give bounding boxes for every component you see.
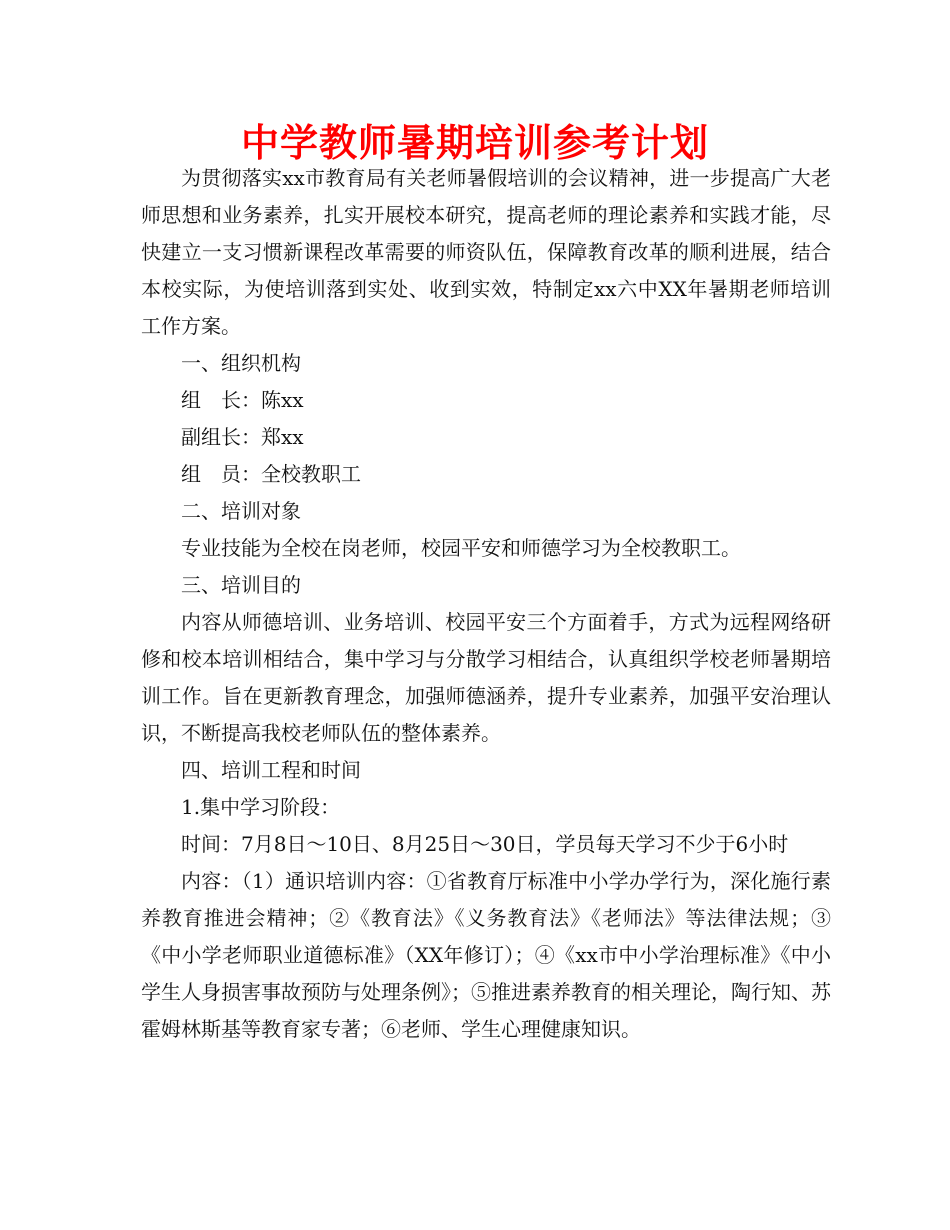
section-heading-purpose: 三、培训目的: [181, 573, 301, 597]
section-heading-schedule: 四、培训工程和时间: [181, 758, 361, 782]
content-paragraph: 内容：（1）通识培训内容：①省教育厅标准中小学办学行为，深化施行素养教育推进会精神；②《教育法》《义务教育法》《老师法》等法律法规；③《中小学老师职业道德标准》（XX年修订）；④《xx市中小学治理标准》《中小学生人身损害事故预防与处理条例》；⑤推进素养教育的相关理论，陶行知、苏霍姆林斯基等教育家专著；⑥老师、学生心理健康知识。: [141, 869, 831, 1041]
intro-paragraph: 为贯彻落实xx市教育局有关老师暑假培训的会议精神，进一步提高广大老师思想和业务素养，扎实开展校本研究，提高老师的理论素养和实践才能，尽快建立一支习惯新课程改革需要的师资队伍，保障教育改革的顺利进展，结合本校实际，为使培训落到实处、收到实效，特制定xx六中XX年暑期老师培训工作方案。: [141, 166, 831, 338]
target-paragraph: 专业技能为全校在岗老师，校园平安和师德学习为全校教职工。: [181, 536, 741, 560]
deputy-leader-line: 副组长：郑xx: [181, 425, 304, 449]
stage-heading: 1.集中学习阶段：: [181, 795, 341, 819]
section-heading-organization: 一、组织机构: [181, 351, 301, 375]
section-heading-target: 二、培训对象: [181, 499, 301, 523]
document-title: 中学教师暑期培训参考计划: [240, 121, 709, 165]
purpose-paragraph: 内容从师德培训、业务培训、校园平安三个方面着手，方式为远程网络研修和校本培训相结合，集中学习与分散学习相结合，认真组织学校老师暑期培训工作。旨在更新教育理念，加强师德涵养，提升专业素养，加强平安治理认识，不断提高我校老师队伍的整体素养。: [141, 610, 831, 745]
time-paragraph: 时间：7月8日～10日、8月25日～30日，学员每天学习不少于6小时: [181, 832, 789, 856]
document-body: [141, 160, 831, 1048]
group-members-line: 组 员：全校教职工: [181, 462, 361, 486]
group-leader-line: 组 长：陈xx: [181, 388, 304, 412]
